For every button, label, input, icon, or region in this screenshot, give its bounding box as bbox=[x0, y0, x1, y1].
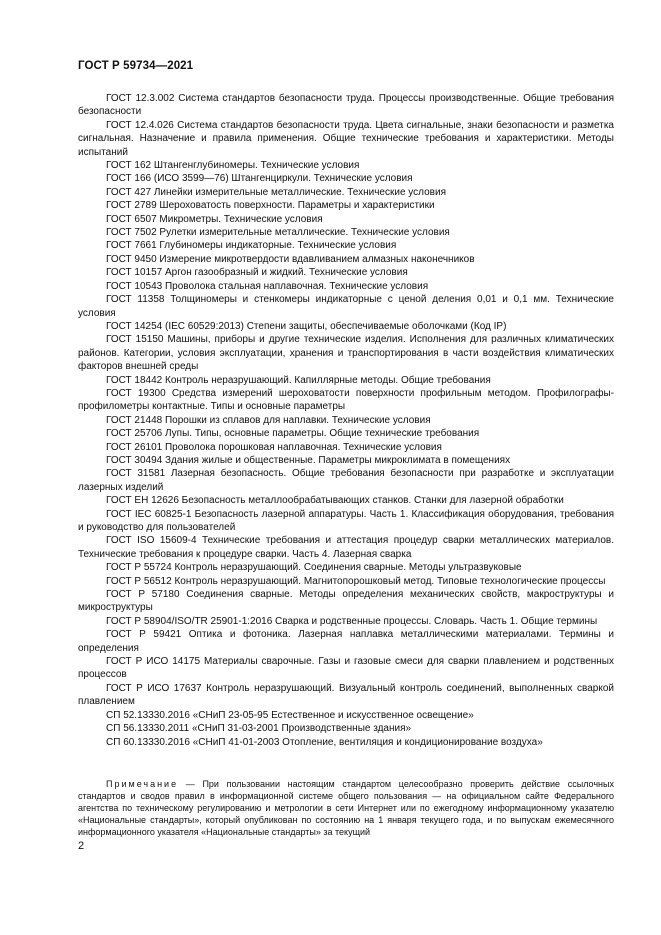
reference-item: ГОСТ Р ИСО 17637 Контроль неразрушающий. Визуальный контроль соединений, выполненных сваркой плавлением bbox=[78, 682, 614, 708]
reference-item: ГОСТ 10157 Аргон газообразный и жидкий. Технические условия bbox=[106, 267, 408, 279]
reference-item: ГОСТ 10543 Проволока стальная наплавочная. Технические условия bbox=[106, 280, 429, 292]
reference-item: ГОСТ 18442 Контроль неразрушающий. Капиллярные методы. Общие требования bbox=[106, 374, 491, 386]
reference-item: ГОСТ 162 Штангенглубиномеры. Технические условия bbox=[106, 160, 360, 172]
reference-item: ГОСТ IEC 60825-1 Безопасность лазерной аппаратуры. Часть 1. Классификация оборудования, требования и руководство для пользователей bbox=[78, 508, 614, 533]
reference-item: ГОСТ Р 55724 Контроль неразрушающий. Соединения сварные. Методы ультразвуковые bbox=[106, 562, 522, 574]
reference-item: ГОСТ Р 56512 Контроль неразрушающий. Магнитопорошковый метод. Типовые технологические процессы bbox=[106, 575, 606, 587]
reference-item: ГОСТ 26101 Проволока порошковая наплавочная. Технические условия bbox=[106, 441, 442, 453]
reference-item: ГОСТ 6507 Микрометры. Технические условия bbox=[106, 213, 323, 225]
reference-item: ГОСТ 31581 Лазерная безопасность. Общие требования безопасности при разработке и эксплуатации лазерных изделий bbox=[78, 468, 614, 493]
reference-item: ГОСТ Р 57180 Соединения сварные. Методы определения механических свойств, макроструктуры и микроструктуры bbox=[78, 589, 614, 614]
reference-item: ГОСТ 25706 Лупы. Типы, основные параметры. Общие технические требования bbox=[106, 428, 480, 440]
reference-item: СП 52.13330.2016 «СНиП 23-05-95 Естественное и искусственное освещение» bbox=[106, 709, 474, 721]
reference-item: СП 56.13330.2011 «СНиП 31-03-2001 Производственные здания» bbox=[106, 723, 412, 735]
reference-item: ГОСТ 11358 Толщиномеры и стенкомеры индикаторные с ценой деления 0,01 и 0,1 мм. Технические условия bbox=[78, 294, 614, 319]
reference-item: ГОСТ 21448 Порошки из сплавов для наплавки. Технические условия bbox=[106, 414, 431, 426]
reference-item: ГОСТ 9450 Измерение микротвердости вдавливанием алмазных наконечников bbox=[106, 253, 475, 265]
reference-item: ГОСТ 7661 Глубиномеры индикаторные. Технические условия bbox=[106, 240, 397, 252]
reference-item: ГОСТ 12.3.002 Система стандартов безопасности труда. Процессы производственные. Общие требования безопасности bbox=[78, 93, 614, 118]
reference-item: ГОСТ 15150 Машины, приборы и другие технические изделия. Исполнения для различных климатических районов. Категории, условия эксплуатации, хранения и транспортирования в части воздействия климатических факторов внешней среды bbox=[78, 334, 614, 373]
normative-references-list bbox=[78, 92, 614, 749]
reference-item: ГОСТ 166 (ИСО 3599—76) Штангенциркули. Технические условия bbox=[106, 173, 413, 185]
reference-item: ГОСТ Р 58904/ISO/TR 25901-1:2016 Сварка и родственные процессы. Словарь. Часть 1. Общие термины bbox=[106, 615, 598, 627]
note-text: — При пользовании настоящим стандартом целесообразно проверить действие ссылочных стандартов и сводов правил в информационной системе общего пользования — на официальном сайте Федерального агентства по техническому регулированию и метрологии в сети Интернет или по ежегодному информационному указателю «Национальные стандарты», который опубликован по состоянию на 1 января текущего года, и по выпускам ежемесячного информационного указателя «Национальные стандарты» за текущий bbox=[78, 779, 614, 837]
reference-item: ГОСТ 2789 Шероховатость поверхности. Параметры и характеристики bbox=[106, 200, 435, 212]
page-number: 2 bbox=[78, 840, 85, 852]
reference-item: ГОСТ 7502 Рулетки измерительные металлические. Технические условия bbox=[106, 227, 450, 239]
reference-item: ГОСТ ISO 15609-4 Технические требования и аттестация процедур сварки металлических материалов. Технические требования к процедуре сварки. Часть 4. Лазерная сварка bbox=[78, 535, 614, 560]
note-label: Примечание bbox=[106, 779, 179, 789]
reference-item: ГОСТ EH 12626 Безопасность металлообрабатывающих станков. Станки для лазерной обработки bbox=[106, 495, 564, 507]
reference-item: ГОСТ 427 Линейки измерительные металлические. Технические условия bbox=[106, 186, 446, 198]
reference-item: ГОСТ Р 59421 Оптика и фотоника. Лазерная наплавка металлическими материалами. Термины и определения bbox=[78, 629, 614, 654]
document-header: ГОСТ Р 59734—2021 bbox=[78, 60, 194, 72]
reference-item: ГОСТ Р ИСО 14175 Материалы сварочные. Газы и газовые смеси для сварки плавлением и родственных процессов bbox=[78, 656, 614, 681]
note-paragraph bbox=[78, 778, 614, 838]
reference-item: ГОСТ 12.4.026 Система стандартов безопасности труда. Цвета сигнальные, знаки безопасности и разметка сигнальная. Назначение и правила применения. Общие технические требования и характеристики. Методы испытаний bbox=[78, 119, 614, 158]
reference-item: ГОСТ 19300 Средства измерений шероховатости поверхности профильным методом. Профилографы-профилометры контактные. Типы и основные параметры bbox=[78, 387, 614, 413]
reference-item: ГОСТ 14254 (IEC 60529:2013) Степени защиты, обеспечиваемые оболочками (Код IP) bbox=[106, 320, 507, 332]
reference-item: СП 60.13330.2016 «СНиП 41-01-2003 Отопление, вентиляция и кондиционирование воздуха» bbox=[106, 736, 543, 748]
reference-item: ГОСТ 30494 Здания жилые и общественные. Параметры микроклимата в помещениях bbox=[106, 454, 511, 466]
